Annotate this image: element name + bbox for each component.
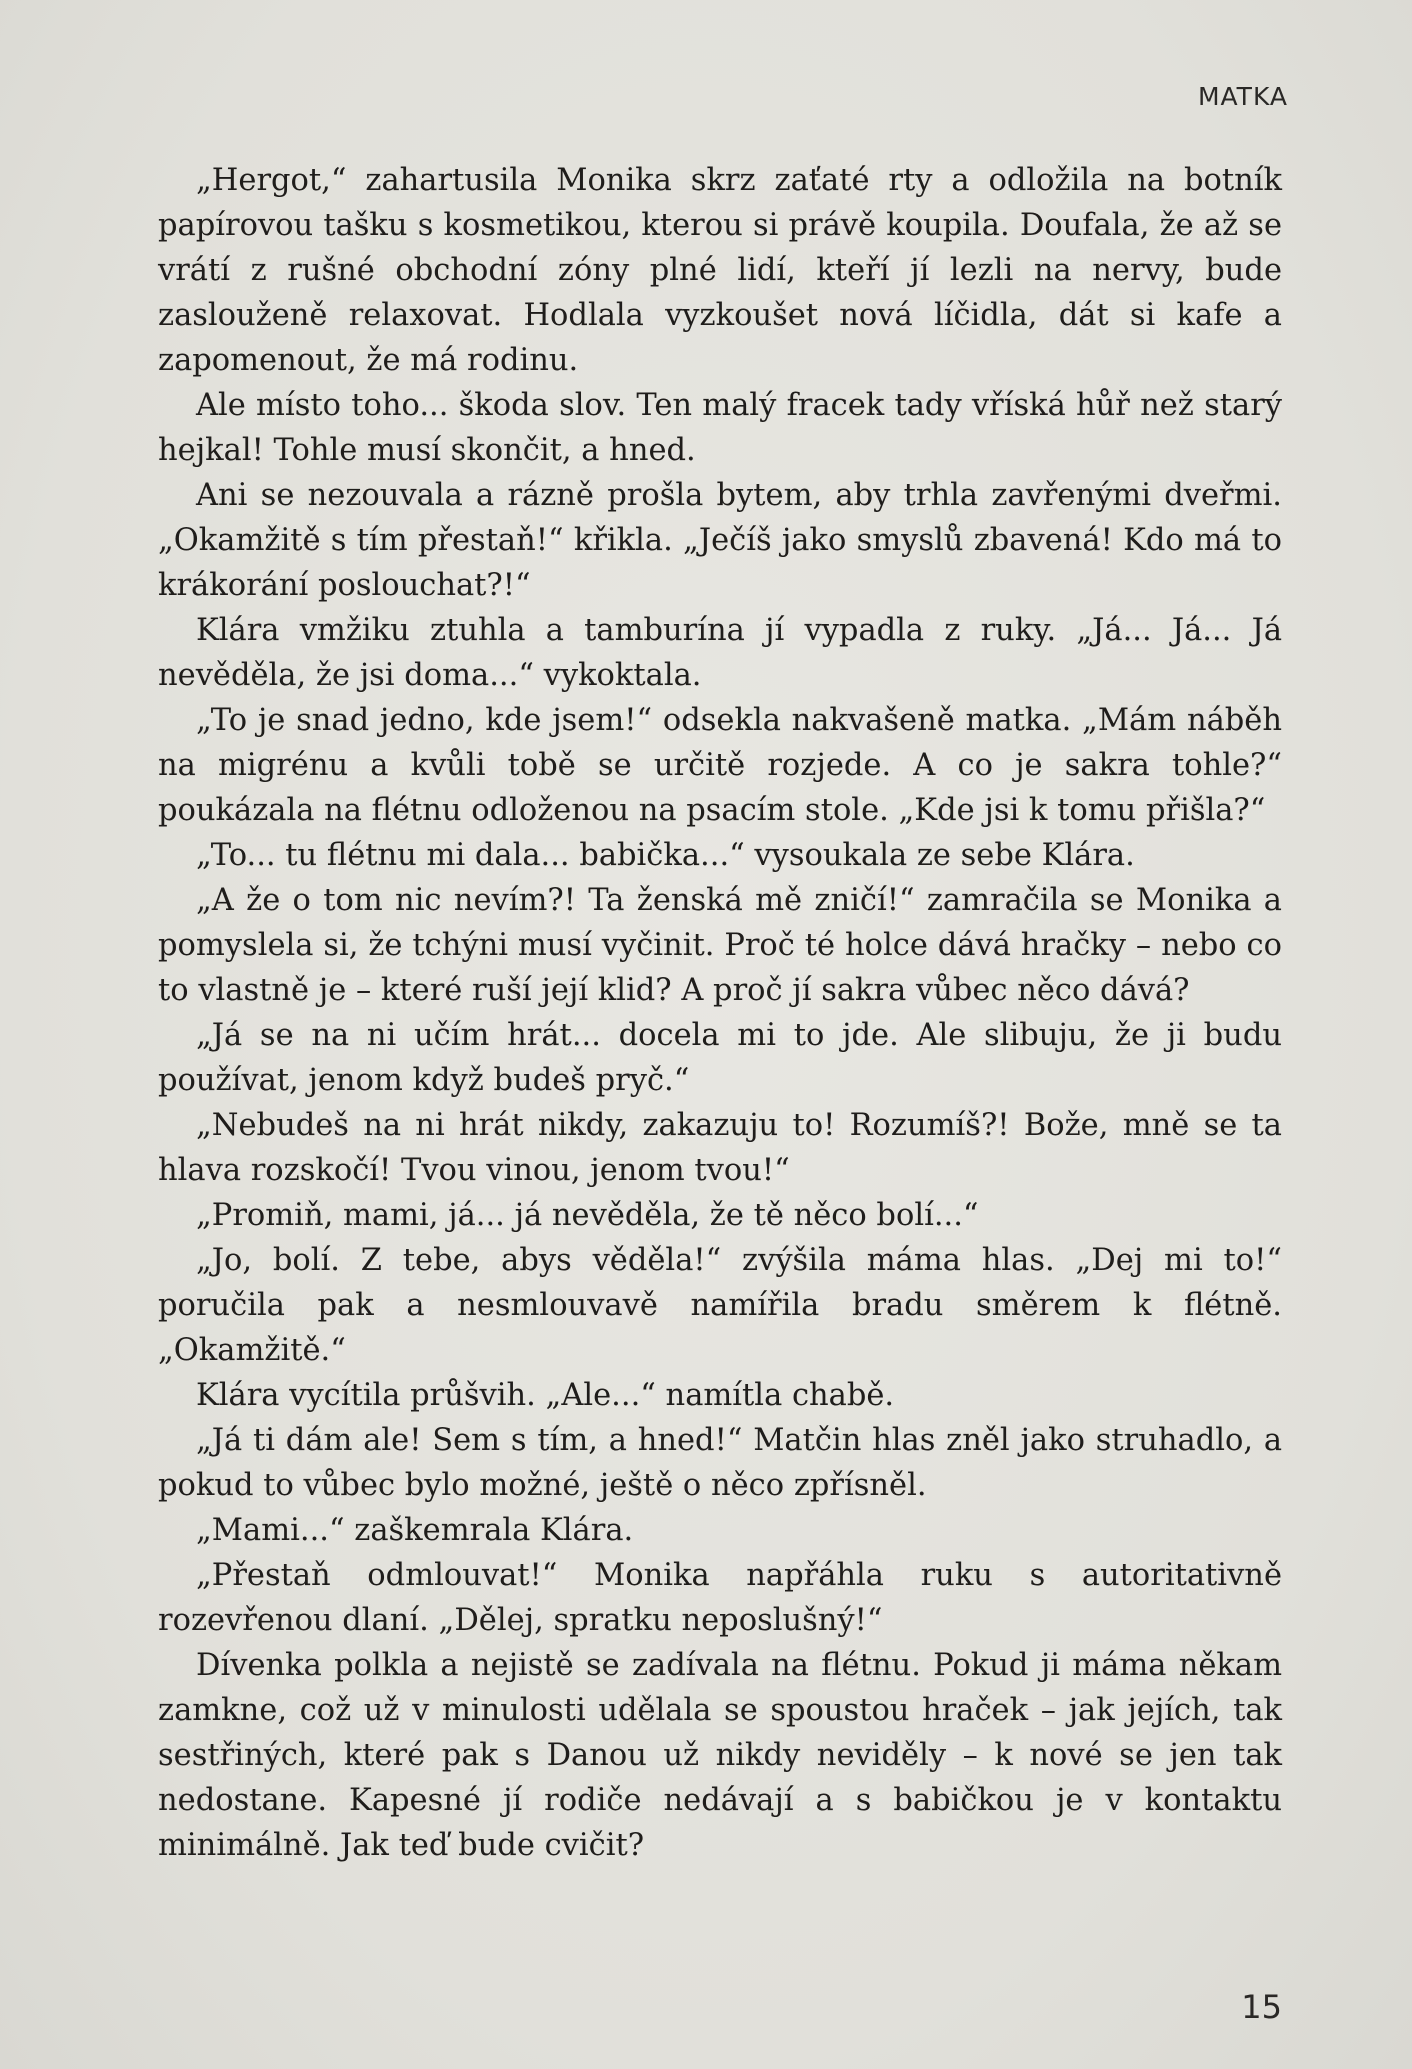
paragraph: „Promiň, mami, já... já nevěděla, že tě něco bolí...“	[196, 1198, 979, 1233]
paragraph: „To je snad jedno, kde jsem!“ odsekla nakvašeně matka. „Mám náběh na migrénu a kvůli tobě se určitě rozjede. A co je sakra tohle?“ poukázala na flétnu odloženou na psacím stole. „Kde jsi k tomu přišla?“	[158, 703, 1282, 828]
paragraph: Ale místo toho... škoda slov. Ten malý fracek tady vříská hůř než starý hejkal! Tohle musí skončit, a hned.	[158, 388, 1282, 468]
paragraph: „A že o tom nic nevím?! Ta ženská mě zničí!“ zamračila se Monika a pomyslela si, že tchýni musí vyčinit. Proč té holce dává hračky – nebo co to vlastně je – které ruší její klid? A proč jí sakra vůbec něco dává?	[158, 883, 1282, 1008]
paragraph: „Jo, bolí. Z tebe, abys věděla!“ zvýšila máma hlas. „Dej mi to!“ poručila pak a nesmlouvavě namířila bradu směrem k flétně. „Okamžitě.“	[158, 1243, 1282, 1368]
paragraph: Klára vmžiku ztuhla a tamburína jí vypadla z ruky. „Já... Já... Já nevěděla, že jsi doma...“ vykoktala.	[158, 613, 1282, 693]
body-text	[158, 158, 1282, 1868]
paragraph: „Mami...“ zaškemrala Klára.	[196, 1513, 634, 1548]
paragraph: Klára vycítila průšvih. „Ale...“ namítla chabě.	[196, 1378, 895, 1413]
page-number: 15	[1241, 1988, 1282, 2026]
running-head: MATKA	[1197, 82, 1288, 111]
paragraph: „Já se na ni učím hrát... docela mi to jde. Ale slibuju, že ji budu používat, jenom když budeš pryč.“	[158, 1018, 1282, 1098]
paragraph: „To... tu flétnu mi dala... babička...“ vysoukala ze sebe Klára.	[196, 838, 1135, 873]
paragraph: „Hergot,“ zahartusila Monika skrz zaťaté rty a odložila na botník papírovou tašku s kosmetikou, kterou si právě koupila. Doufala, že až se vrátí z rušné obchodní zóny plné lidí, kteří jí lezli na nervy, bude zaslouženě relaxovat. Hodlala vyzkoušet nová líčidla, dát si kafe a zapomenout, že má rodinu.	[158, 163, 1282, 378]
paragraph: „Přestaň odmlouvat!“ Monika napřáhla ruku s autoritativně rozevřenou dlaní. „Dělej, spratku neposlušný!“	[158, 1558, 1282, 1638]
paragraph: Ani se nezouvala a rázně prošla bytem, aby trhla zavřenými dveřmi. „Okamžitě s tím přestaň!“ křikla. „Ječíš jako smyslů zbavená! Kdo má to krákorání poslouchat?!“	[158, 478, 1282, 603]
paragraph: „Nebudeš na ni hrát nikdy, zakazuju to! Rozumíš?! Bože, mně se ta hlava rozskočí! Tvou vinou, jenom tvou!“	[158, 1108, 1282, 1188]
paragraph: Dívenka polkla a nejistě se zadívala na flétnu. Pokud ji máma někam zamkne, což už v minulosti udělala se spoustou hraček – jak jejích, tak sestřiných, které pak s Danou už nikdy neviděly – k nové se jen tak nedostane. Kapesné jí rodiče nedávají a s babičkou je v kontaktu minimálně. Jak teď bude cvičit?	[158, 1648, 1282, 1863]
paragraph: „Já ti dám ale! Sem s tím, a hned!“ Matčin hlas zněl jako struhadlo, a pokud to vůbec bylo možné, ještě o něco zpřísněl.	[158, 1423, 1282, 1503]
